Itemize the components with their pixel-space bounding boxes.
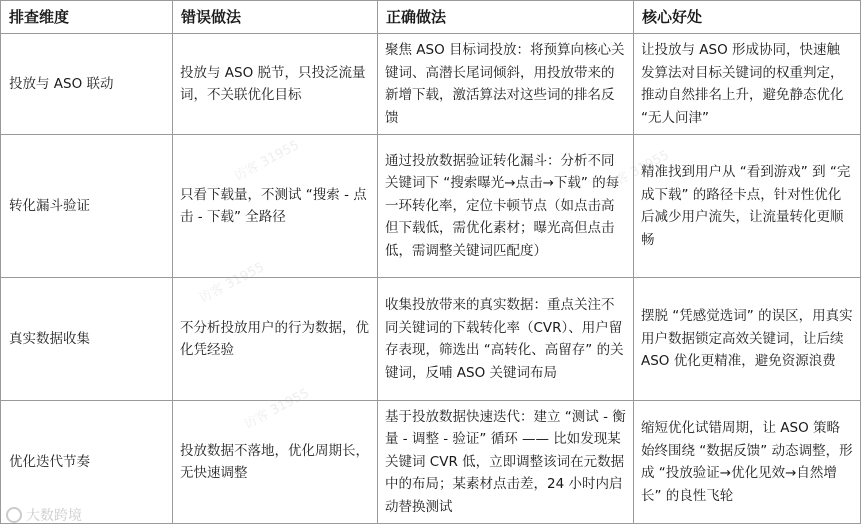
right-practice-cell: 基于投放数据快速迭代：建立 “测试 - 衡量 - 调整 - 验证” 循环 —— 比如发现某关键词 CVR 低，立即调整该词在元数据中的布局；某素材点击差，24 小时内启动替换测试	[378, 401, 634, 524]
right-practice-cell: 聚焦 ASO 目标词投放：将预算向核心关键词、高潜长尾词倾斜，用投放带来的新增下载，激活算法对这些词的排名反馈	[378, 34, 634, 135]
benefit-cell: 摆脱 “凭感觉选词” 的误区，用真实用户数据锁定高效关键词，让后续 ASO 优化更精准，避免资源浪费	[634, 278, 861, 401]
dimension-cell: 投放与 ASO 联动	[1, 34, 173, 135]
brand-name: 大数跨境	[26, 508, 82, 524]
wrong-practice-cell: 只看下载量，不测试 “搜索 - 点击 - 下载” 全路径	[173, 135, 378, 278]
table-row	[1, 401, 861, 524]
benefit-cell: 精准找到用户从 “看到游戏” 到 “完成下载” 的路径卡点，针对性优化后减少用户流失，让流量转化更顺畅	[634, 135, 861, 278]
header-right-practice: 正确做法	[378, 1, 634, 34]
header-row	[1, 1, 861, 34]
benefit-cell: 让投放与 ASO 形成协同，快速触发算法对目标关键词的权重判定，推动自然排名上升，避免静态优化 “无人问津”	[634, 34, 861, 135]
dimension-cell: 优化迭代节奏	[1, 401, 173, 524]
wrong-practice-cell: 不分析投放用户的行为数据，优化凭经验	[173, 278, 378, 401]
watermark-text: 访客 31955	[231, 137, 302, 185]
watermark-text: 访客 31955	[196, 259, 267, 307]
header-wrong-practice: 错误做法	[173, 1, 378, 34]
right-practice-cell: 收集投放带来的真实数据：重点关注不同关键词的下载转化率（CVR）、用户留存表现，筛选出 “高转化、高留存” 的关键词，反哺 ASO 关键词布局	[378, 278, 634, 401]
watermark-text: 访客 31955	[601, 147, 672, 195]
right-practice-cell: 通过投放数据验证转化漏斗：分析不同关键词下 “搜索曝光→点击→下载” 的每一环转化率，定位卡顿节点（如点击高但下载低，需优化素材；曝光高但点击低，需调整关键词匹配度）	[378, 135, 634, 278]
wrong-practice-cell: 投放与 ASO 脱节，只投泛流量词，不关联优化目标	[173, 34, 378, 135]
header-dimension: 排查维度	[1, 1, 173, 34]
watermark-text: 访客 31955	[241, 385, 312, 433]
table-row	[1, 278, 861, 401]
benefit-cell: 缩短优化试错周期，让 ASO 策略始终围绕 “数据反馈” 动态调整，形成 “投放验证→优化见效→自然增长” 的良性飞轮	[634, 401, 861, 524]
table-row	[1, 34, 861, 135]
wrong-practice-cell: 投放数据不落地，优化周期长，无快速调整	[173, 401, 378, 524]
dimension-cell: 转化漏斗验证	[1, 135, 173, 278]
header-core-benefit: 核心好处	[634, 1, 861, 34]
dimension-cell: 真实数据收集	[1, 278, 173, 401]
table-row	[1, 135, 861, 278]
